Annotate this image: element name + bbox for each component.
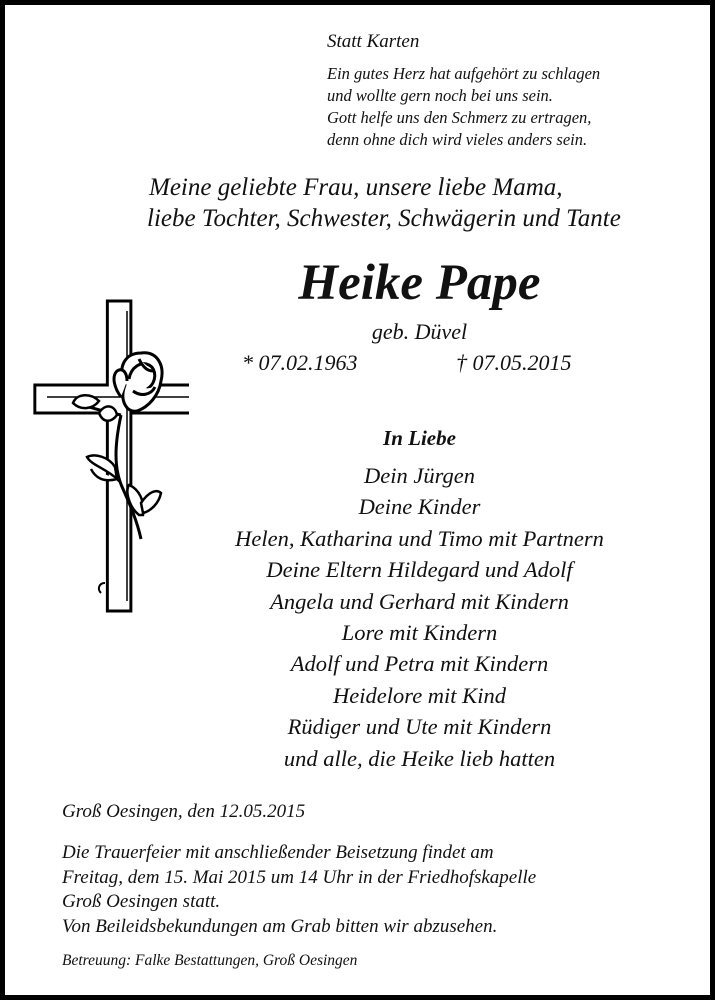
undertaker-credit: Betreuung: Falke Bestattungen, Groß Oesingen: [62, 952, 358, 969]
service-line: Groß Oesingen statt.: [62, 891, 221, 912]
mourners-list: [5, 460, 710, 774]
service-line: Freitag, dem 15. Mai 2015 um 14 Uhr in der Friedhofskapelle: [62, 866, 537, 888]
verse-line: und wollte gern noch bei uns sein.: [327, 86, 553, 105]
relationship-intro: [147, 172, 621, 234]
service-line: Die Trauerfeier mit anschließender Beisetzung findet am: [62, 842, 494, 863]
mourner-line: Rüdiger und Ute mit Kindern: [287, 714, 552, 740]
funeral-service-info: [62, 841, 536, 939]
mourner-line: Dein Jürgen: [363, 463, 475, 488]
deceased-name: Heike Pape: [298, 255, 541, 311]
mourner-line: Angela und Gerhard mit Kindern: [270, 588, 569, 614]
mourner-line: Lore mit Kindern: [341, 620, 498, 646]
mourner-line: und alle, die Heike lieb hatten: [283, 745, 556, 771]
verse-line: Gott helfe uns den Schmerz zu ertragen,: [327, 108, 592, 127]
death-date: † 07.05.2015: [456, 350, 572, 375]
mourner-line: Heidelore mit Kind: [333, 682, 506, 708]
mourner-line: Deine Eltern Hildegard und Adolf: [266, 557, 573, 583]
memorial-verse: [327, 63, 600, 151]
intro-line: liebe Tochter, Schwester, Schwägerin und Tante: [147, 205, 621, 232]
mourner-line: Adolf und Petra mit Kindern: [290, 651, 549, 677]
verse-line: denn ohne dich wird vieles anders sein.: [327, 130, 588, 149]
maiden-name: geb. Düvel: [371, 319, 468, 344]
mourner-line: Deine Kinder: [358, 494, 481, 520]
intro-line: Meine geliebte Frau, unsere liebe Mama,: [149, 174, 563, 201]
mourners-heading: In Liebe: [383, 426, 456, 450]
place-and-date: Groß Oesingen, den 12.05.2015: [62, 801, 306, 822]
statt-karten-label: Statt Karten: [327, 31, 420, 52]
verse-line: Ein gutes Herz hat aufgehört zu schlagen: [327, 64, 601, 83]
service-line: Von Beileidsbekundungen am Grab bitten wir abzusehen.: [62, 915, 498, 937]
mourner-line: Helen, Katharina und Timo mit Partnern: [235, 525, 604, 551]
birth-date: * 07.02.1963: [242, 350, 358, 375]
